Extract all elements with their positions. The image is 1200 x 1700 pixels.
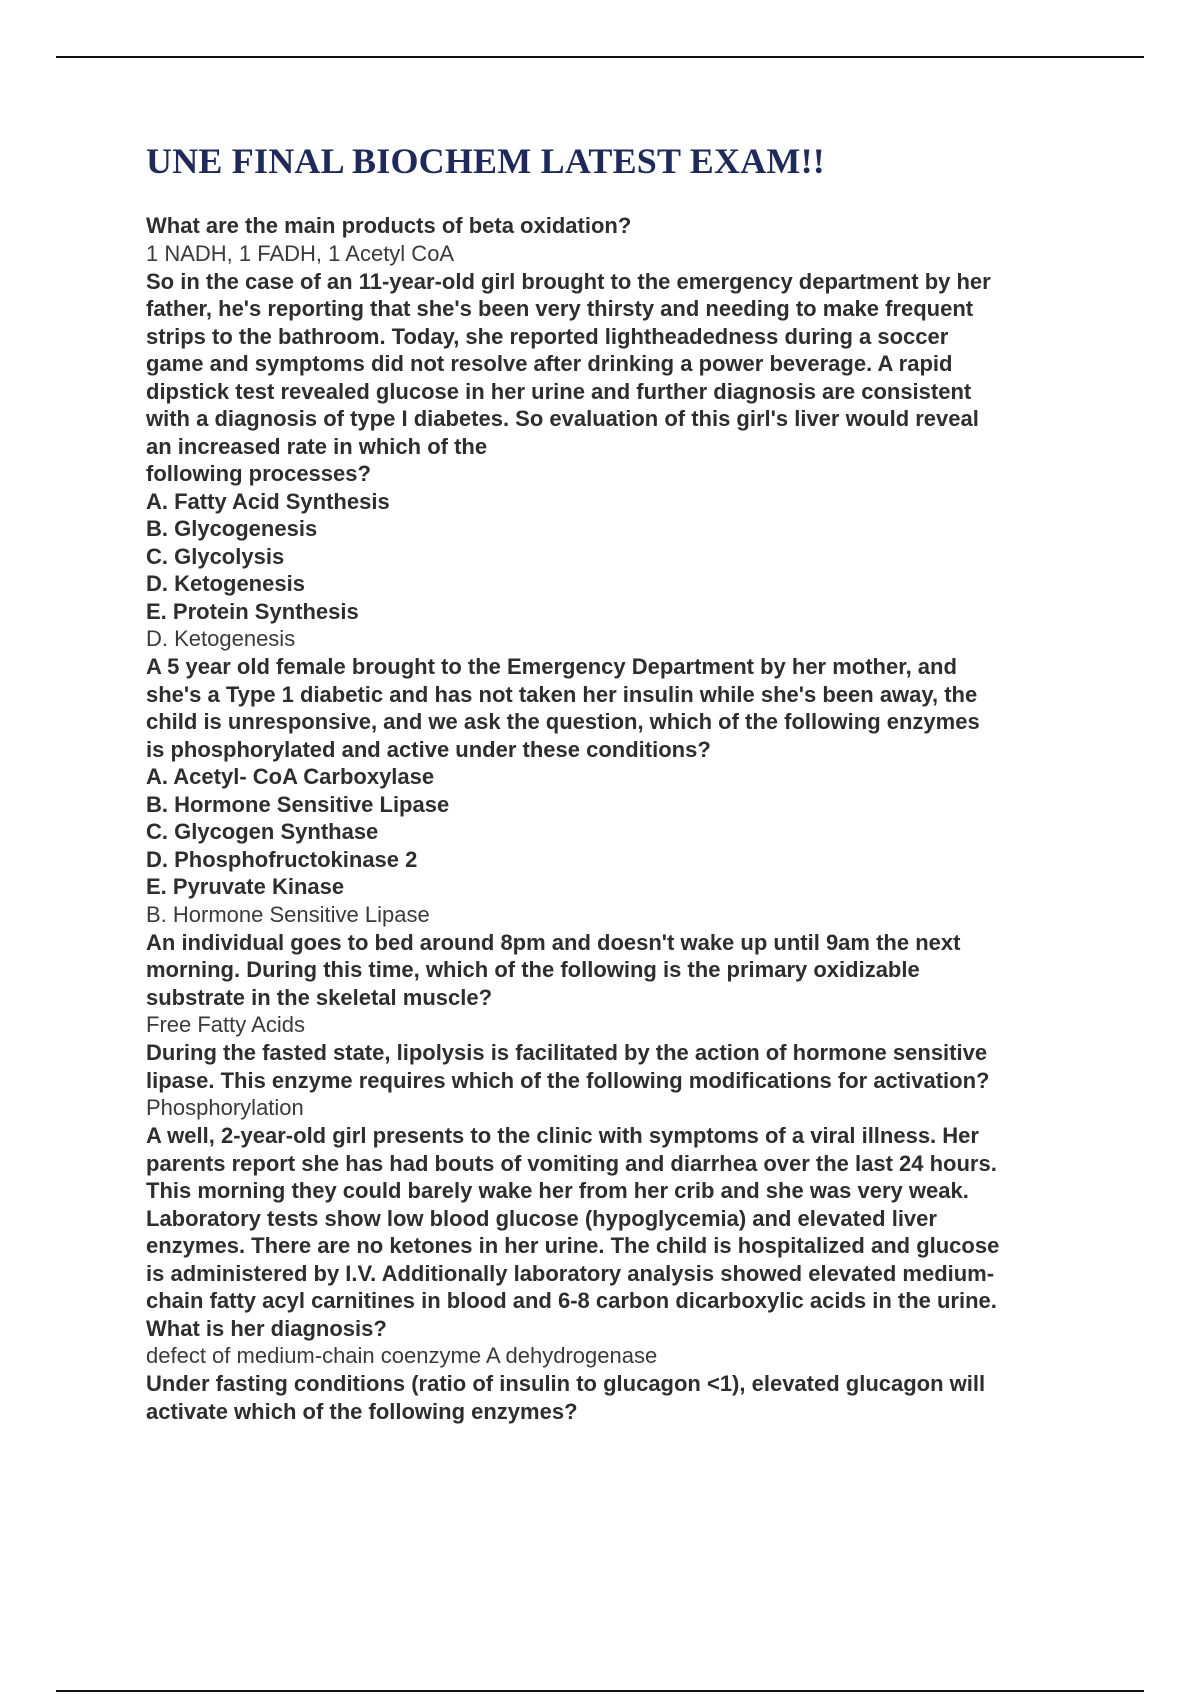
option-c: C. Glycolysis <box>146 543 285 569</box>
question-line: So in the case of an 11-year-old girl brought to the emergency department by her <box>146 268 991 294</box>
option-e: E. Protein Synthesis <box>146 598 359 624</box>
answer-text: 1 NADH, 1 FADH, 1 Acetyl CoA <box>146 240 455 266</box>
question-line: an increased rate in which of the <box>146 433 488 459</box>
question-line: This morning they could barely wake her from her crib and she was very weak. <box>146 1178 969 1203</box>
question-line: A 5 year old female brought to the Emergency Department by her mother, and <box>146 654 957 679</box>
option-d: D. Ketogenesis <box>146 571 305 596</box>
option-a: A. Fatty Acid Synthesis <box>146 488 390 514</box>
question-line: she's a Type 1 diabetic and has not taken her insulin while she's been away, the <box>146 681 978 707</box>
question-line: parents report she has had bouts of vomiting and diarrhea over the last 24 hours. <box>146 1150 997 1176</box>
question-line: enzymes. There are no ketones in her urine. The child is hospitalized and glucose <box>146 1233 1000 1258</box>
document-page <box>146 140 1096 1425</box>
qa-item-1 <box>146 212 1096 268</box>
option-d: D. Phosphofructokinase 2 <box>146 846 418 872</box>
answer-text: Free Fatty Acids <box>146 1012 305 1037</box>
qa-item-7 <box>146 1370 1096 1425</box>
question-line: is administered by I.V. Additionally laboratory analysis showed elevated medium- <box>146 1260 995 1286</box>
question-line: substrate in the skeletal muscle? <box>146 984 493 1010</box>
qa-item-5 <box>146 1039 1096 1122</box>
answer-text: B. Hormone Sensitive Lipase <box>146 901 430 927</box>
option-b: B. Glycogenesis <box>146 516 318 541</box>
question-line: activate which of the following enzymes? <box>146 1398 578 1424</box>
option-e: E. Pyruvate Kinase <box>146 874 345 899</box>
question-line: Under fasting conditions (ratio of insulin to glucagon <1), elevated glucagon will <box>146 1371 986 1396</box>
qa-item-4 <box>146 929 1096 1040</box>
answer-options <box>146 488 1096 626</box>
question-line: A well, 2-year-old girl presents to the clinic with symptoms of a viral illness. Her <box>146 1123 979 1148</box>
question-line: is phosphorylated and active under these conditions? <box>146 736 711 762</box>
answer-options <box>146 763 1096 901</box>
question-line: strips to the bathroom. Today, she reported lightheadedness during a soccer <box>146 323 949 349</box>
question-line: morning. During this time, which of the following is the primary oxidizable <box>146 957 920 982</box>
question-line: lipase. This enzyme requires which of the following modifications for activation? <box>146 1067 990 1093</box>
question-line: child is unresponsive, and we ask the question, which of the following enzymes <box>146 709 980 734</box>
answer-text: D. Ketogenesis <box>146 626 296 651</box>
question-line: During the fasted state, lipolysis is facilitated by the action of hormone sensitive <box>146 1040 988 1065</box>
answer-text: defect of medium-chain coenzyme A dehydrogenase <box>146 1343 658 1368</box>
question-line: father, he's reporting that she's been very thirsty and needing to make frequent <box>146 296 974 321</box>
page-title: UNE FINAL BIOCHEM LATEST EXAM!! <box>146 141 825 181</box>
option-a: A. Acetyl- CoA Carboxylase <box>146 764 435 789</box>
question-line: game and symptoms did not resolve after drinking a power beverage. A rapid <box>146 351 953 376</box>
option-b: B. Hormone Sensitive Lipase <box>146 791 450 817</box>
question-line: Laboratory tests show low blood glucose (hypoglycemia) and elevated liver <box>146 1205 937 1231</box>
bottom-rule <box>56 1690 1144 1692</box>
question-line: dipstick test revealed glucose in her urine and further diagnosis are consistent <box>146 378 972 404</box>
qa-item-3 <box>146 653 1096 929</box>
qa-item-2 <box>146 268 1096 654</box>
top-rule <box>56 56 1144 58</box>
question-line: chain fatty acyl carnitines in blood and 6-8 carbon dicarboxylic acids in the urine. <box>146 1288 997 1313</box>
question-text: What are the main products of beta oxidation? <box>146 213 632 238</box>
question-line: An individual goes to bed around 8pm and doesn't wake up until 9am the next <box>146 929 961 955</box>
qa-item-6 <box>146 1122 1096 1370</box>
option-c: C. Glycogen Synthase <box>146 819 379 844</box>
answer-text: Phosphorylation <box>146 1095 304 1120</box>
question-line: What is her diagnosis? <box>146 1315 387 1341</box>
question-line: following processes? <box>146 461 371 486</box>
question-line: with a diagnosis of type I diabetes. So evaluation of this girl's liver would reveal <box>146 406 979 431</box>
